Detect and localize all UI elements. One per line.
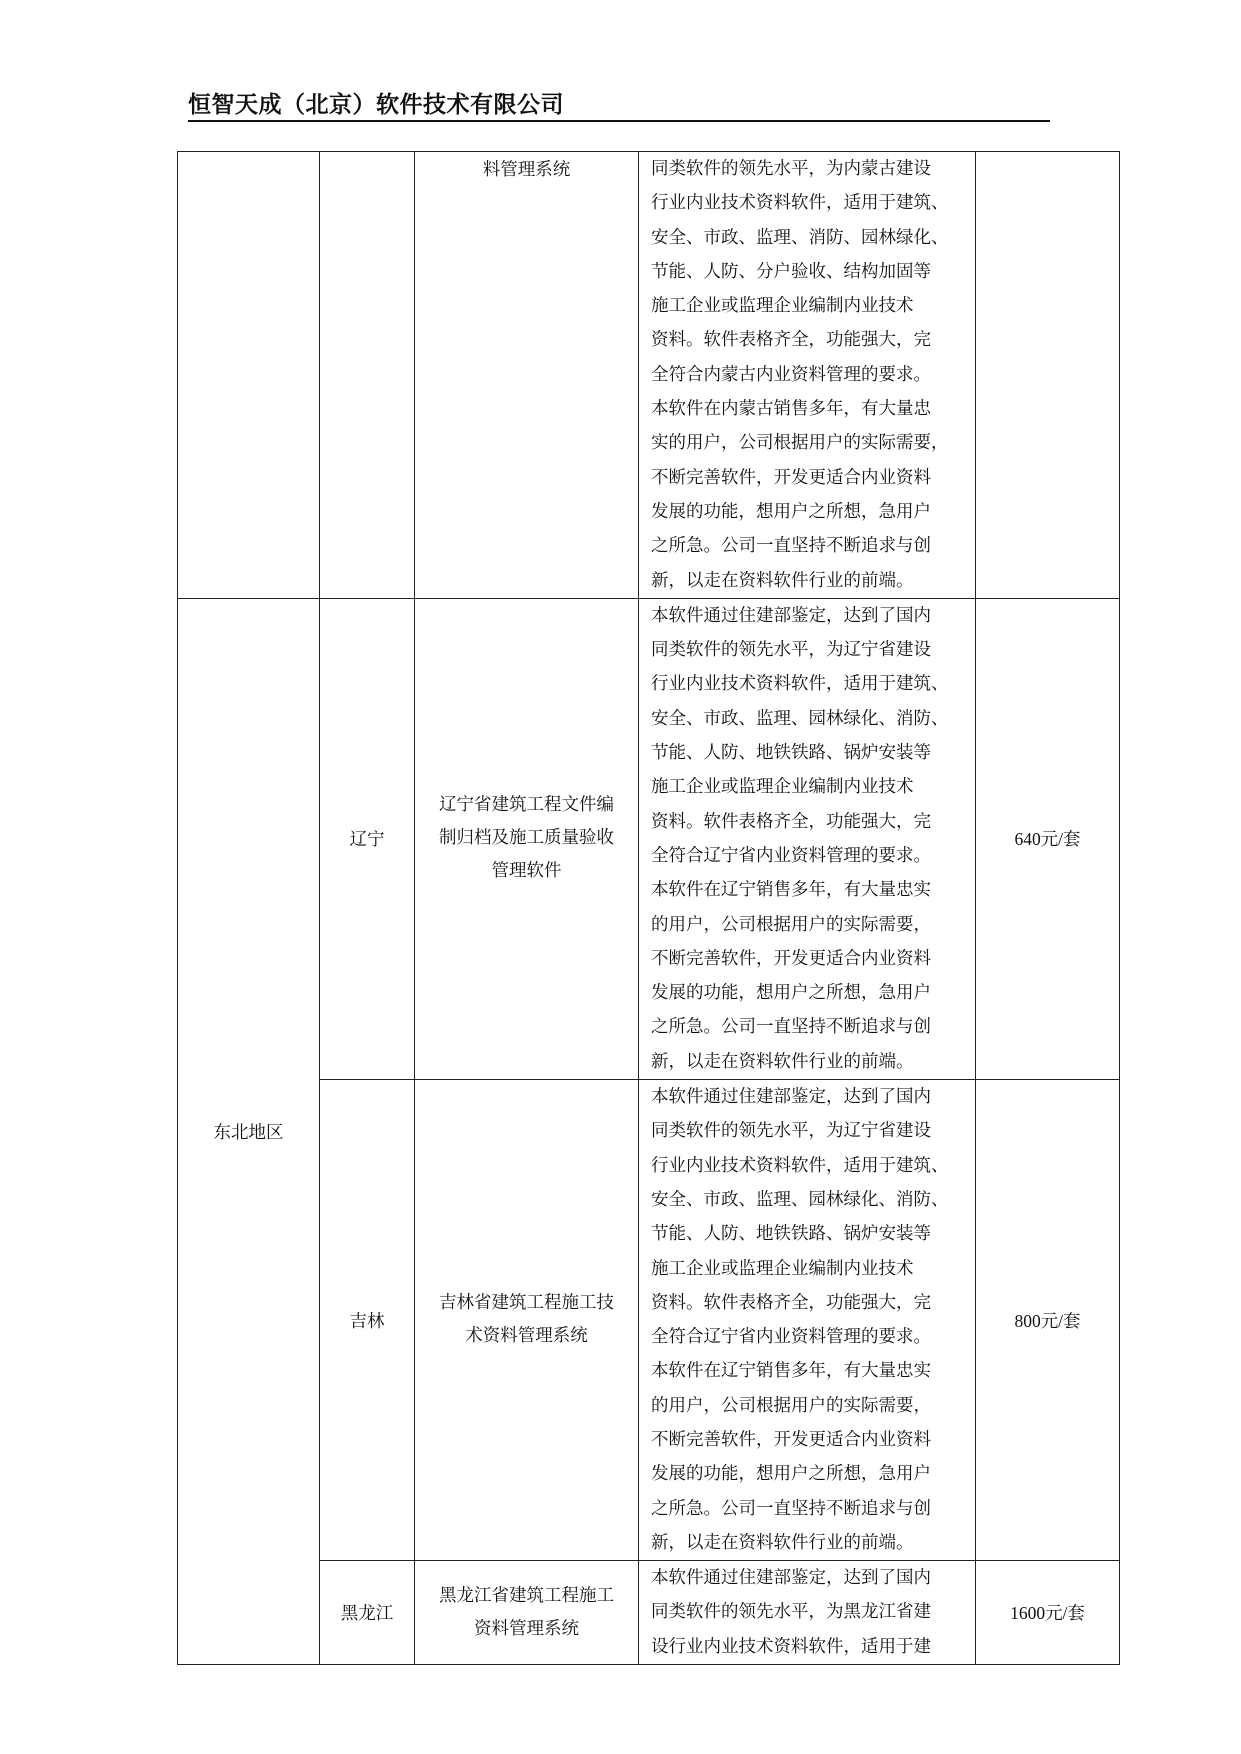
product-name: 吉林省建筑工程施工技术资料管理系统 (415, 1080, 639, 1561)
desc-line: 节能、人防、分户验收、结构加固等 (651, 261, 931, 282)
desc-line: 本软件通过住建部鉴定，达到了国内 (651, 1087, 931, 1108)
desc-line: 施工企业或监理企业编制内业技术 (651, 777, 914, 798)
desc-line: 之所急。公司一直坚持不断追求与创 (651, 1017, 931, 1038)
province-name: 黑龙江 (320, 1561, 415, 1665)
table-row (178, 1561, 1120, 1665)
desc-line: 节能、人防、地铁铁路、锅炉安装等 (651, 743, 931, 764)
desc-line: 本软件在内蒙古销售多年，有大量忠 (651, 399, 931, 420)
price: 1600元/套 (976, 1561, 1120, 1665)
price: 640元/套 (976, 598, 1120, 1079)
desc-line: 不断完善软件，开发更适合内业资料 (651, 1429, 931, 1450)
desc-line: 同类软件的领先水平，为辽宁省建设 (651, 640, 931, 661)
product-description (639, 1080, 976, 1561)
desc-line: 同类软件的领先水平，为黑龙江省建 (651, 1602, 931, 1623)
desc-line: 新，以走在资料软件行业的前端。 (651, 570, 914, 591)
desc-line: 同类软件的领先水平，为内蒙古建设 (651, 159, 931, 179)
price: 800元/套 (976, 1080, 1120, 1561)
desc-line: 行业内业技术资料软件，适用于建筑、 (651, 193, 949, 214)
desc-line: 施工企业或监理企业编制内业技术 (651, 296, 914, 317)
desc-line: 安全、市政、监理、园林绿化、消防、 (651, 708, 949, 729)
desc-line: 节能、人防、地铁铁路、锅炉安装等 (651, 1224, 931, 1245)
product-name: 黑龙江省建筑工程施工资料管理系统 (415, 1561, 639, 1665)
desc-line: 不断完善软件，开发更适合内业资料 (651, 467, 931, 488)
table-row (178, 598, 1120, 1079)
desc-line: 之所急。公司一直坚持不断追求与创 (651, 1498, 931, 1519)
desc-line: 资料。软件表格齐全，功能强大，完 (651, 1292, 931, 1313)
desc-line: 之所急。公司一直坚持不断追求与创 (651, 536, 931, 557)
product-name: 辽宁省建筑工程文件编制归档及施工质量验收管理软件 (415, 598, 639, 1079)
product-description (639, 1561, 976, 1665)
desc-line: 同类软件的领先水平，为辽宁省建设 (651, 1121, 931, 1142)
product-description (639, 152, 976, 599)
desc-line: 发展的功能，想用户之所想，急用户 (651, 501, 931, 522)
desc-line: 的用户，公司根据用户的实际需要， (651, 914, 931, 935)
desc-line: 行业内业技术资料软件，适用于建筑、 (651, 674, 949, 695)
desc-line: 发展的功能，想用户之所想，急用户 (651, 983, 931, 1004)
table-row (178, 152, 1120, 599)
header-rule (188, 120, 1050, 122)
desc-line: 全符合辽宁省内业资料管理的要求。 (651, 845, 931, 866)
desc-line: 行业内业技术资料软件，适用于建筑、 (651, 1155, 949, 1176)
region-name: 东北地区 (178, 598, 320, 1664)
desc-line: 全符合内蒙古内业资料管理的要求。 (651, 364, 931, 385)
desc-line: 本软件在辽宁销售多年，有大量忠实 (651, 1361, 931, 1382)
desc-line: 新，以走在资料软件行业的前端。 (651, 1532, 914, 1553)
product-description (639, 598, 976, 1079)
product-price-table (177, 151, 1120, 1665)
desc-line: 施工企业或监理企业编制内业技术 (651, 1258, 914, 1279)
desc-line: 本软件通过住建部鉴定，达到了国内 (651, 605, 931, 626)
desc-line: 新，以走在资料软件行业的前端。 (651, 1051, 914, 1072)
desc-line: 设行业内业技术资料软件，适用于建 (651, 1636, 931, 1657)
province-name: 吉林 (320, 1080, 415, 1561)
desc-line: 发展的功能，想用户之所想，急用户 (651, 1464, 931, 1485)
desc-line: 实的用户，公司根据用户的实际需要， (651, 433, 949, 454)
desc-line: 的用户，公司根据用户的实际需要， (651, 1395, 931, 1416)
desc-line: 本软件通过住建部鉴定，达到了国内 (651, 1568, 931, 1589)
price-cell-empty (976, 152, 1120, 599)
table-row (178, 1080, 1120, 1561)
company-header: 恒智天成（北京）软件技术有限公司 (188, 92, 564, 118)
desc-line: 全符合辽宁省内业资料管理的要求。 (651, 1327, 931, 1348)
region-cell-empty (178, 152, 320, 599)
province-cell-empty (320, 152, 415, 599)
desc-line: 本软件在辽宁销售多年，有大量忠实 (651, 880, 931, 901)
province-name: 辽宁 (320, 598, 415, 1079)
desc-line: 资料。软件表格齐全，功能强大，完 (651, 811, 931, 832)
product-name: 料管理系统 (415, 152, 639, 599)
desc-line: 安全、市政、监理、消防、园林绿化、 (651, 227, 949, 248)
desc-line: 资料。软件表格齐全，功能强大，完 (651, 330, 931, 351)
desc-line: 不断完善软件，开发更适合内业资料 (651, 948, 931, 969)
desc-line: 安全、市政、监理、园林绿化、消防、 (651, 1189, 949, 1210)
